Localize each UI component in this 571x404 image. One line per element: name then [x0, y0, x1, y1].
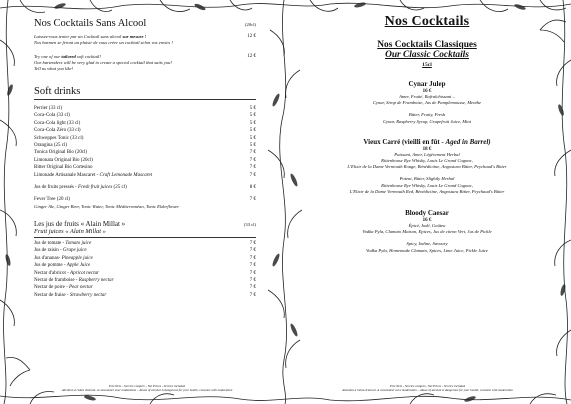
right-footer — [300, 384, 555, 392]
item-name: Jus de raisin - — [34, 248, 63, 254]
item-name: Jus de tomate - — [34, 240, 66, 246]
item-name: Coca-Cola Zéro (33 cl) — [34, 128, 81, 134]
list-item — [34, 255, 256, 262]
item-price: 7 € — [249, 270, 256, 276]
item-name: Fever Tree (20 cl) — [34, 197, 70, 203]
juices-rule — [34, 237, 256, 238]
item-desc: Strawberry nectar — [69, 292, 107, 298]
promo-fr — [34, 34, 256, 46]
item-price: 5 € — [249, 135, 256, 141]
item-price: 7 € — [249, 157, 256, 163]
item-price: 5 € — [249, 106, 256, 111]
cocktail-taste-en: Potent, Bitter, Slightly Herbal — [399, 176, 455, 182]
cocktail-bloody-caesar — [318, 209, 536, 254]
item-price: 7 € — [249, 172, 256, 178]
item-name: Jus de pomme - — [34, 263, 67, 269]
item-price: 7 € — [249, 150, 256, 156]
cocktail-taste-fr: Épicé, Iodé, Goûteu — [408, 223, 446, 229]
item-name: Schweppes Tonic (33 cl) — [34, 135, 84, 141]
list-item — [34, 262, 256, 269]
cocktail-name-special: Aged in Barrel) — [445, 137, 491, 146]
list-item — [34, 284, 256, 291]
item-price: 7 € — [249, 255, 256, 261]
item-desc: Apple Juice — [66, 263, 91, 269]
promo-en — [34, 54, 256, 72]
promo-fr-line2: Nos barmen se feront un plaisir de vous créer un cocktail selon vos envies ! — [34, 40, 173, 45]
soft-drinks-title: Soft drinks — [34, 86, 81, 97]
classic-cocktails-fr: Nos Cocktails Classiques — [377, 40, 477, 50]
cocktail-ingredients-en-2: L'Elixir de la Dame Vermouth Red, Bénédictine, Angostura Bitter, Peychaud's Bitter — [349, 188, 505, 194]
list-item — [34, 149, 256, 156]
item-desc: Apricot nectar — [70, 270, 100, 276]
sans-alcool-header — [34, 18, 256, 29]
list-item — [34, 120, 256, 127]
list-item — [34, 270, 256, 277]
left-footer-line2: Attention à l'abus d'alcool. A consommer avec modération – Abuse of alcohol is dangerous for your health, consume with moderation — [61, 388, 233, 393]
item-price: 7 € — [249, 277, 256, 283]
list-item — [34, 292, 256, 299]
list-item — [34, 172, 256, 179]
cocktail-ingredients-en-1: Rittenhouse Rye Whisky, Louis Le Grand Cognac, — [381, 182, 473, 188]
sans-alcool-title: Nos Cocktails Sans Alcool — [34, 18, 147, 29]
item-name: Coca-Cola light (33 cl) — [34, 120, 81, 126]
item-desc: Grape juice — [62, 248, 87, 254]
item-name: Tonica Original Bio (20cl) — [34, 150, 88, 156]
cocktail-ingredients-fr-1: Rittenhouse Rye Whisky, Louis Le Grand Cognac, — [381, 158, 473, 164]
list-item — [34, 112, 256, 119]
item-price: 5 € — [249, 143, 256, 149]
list-item — [34, 240, 256, 247]
right-footer-line2: Attention à l'abus d'alcool. A consommer avec modération – Abuse of alcohol is dangerous for your health, consume with moderation — [342, 388, 513, 393]
promo-en-line1-a: Try one of our — [34, 54, 62, 59]
list-item — [34, 142, 256, 149]
cocktail-ingredients-fr-2: L'Elixir de la Dame Vermouth Rouge, Bénédictine, Angostura Bitter, Peychaud's Bitter — [347, 164, 507, 170]
item-price: 7 € — [249, 165, 256, 171]
cocktails-title: Nos Cocktails — [384, 14, 470, 29]
item-name: Nectar d'abricot - — [34, 270, 71, 276]
left-panel — [34, 18, 256, 378]
item-desc: Pear nectar — [68, 285, 93, 291]
cocktail-taste-en: Spicy, Iodine, Savoury — [406, 241, 448, 247]
sans-alcool-volume: (20cl) — [245, 22, 256, 27]
item-name: Perrier (33 cl) — [34, 106, 63, 111]
juices-title: Les jus de fruits « Alain Millat » — [34, 219, 126, 228]
classic-cocktails-en: Our Classic Cocktails — [385, 50, 469, 60]
soft-drinks-rule — [34, 99, 256, 100]
left-footer — [22, 384, 272, 392]
cocktail-taste-fr: Amer, Fruité, Rafraîchissant – — [399, 94, 455, 99]
promo-en-line3: Tell us what you like! — [34, 66, 74, 71]
cocktail-ingredients-en: Vodka Pyla, Homemade Clamato, Spices, Lime Juice, Pickle Juice — [366, 247, 488, 253]
list-item — [34, 247, 256, 254]
cocktail-cynar-julep — [318, 80, 536, 125]
item-name: Bitter Original Bio Cortesino — [34, 165, 93, 171]
cocktail-price: 16 € — [422, 89, 432, 94]
item-name: Jus d'ananas- — [34, 255, 62, 261]
promo-en-emphasis: tailored — [61, 54, 76, 59]
promo-fr-line1-a: Laissez-vous tenter par un Cocktail sans alcool — [34, 34, 123, 39]
item-price: 5 € — [249, 120, 256, 126]
item-name: Limonade Artisanale Mascaret - — [34, 172, 100, 178]
cocktail-volume: 15cl — [422, 62, 432, 68]
cocktail-price: 18 € — [422, 146, 432, 152]
cocktail-taste-fr: Puissant, Amer, Légèrement Herbal — [394, 151, 460, 157]
juices-subtitle: Fruit juices « Alain Millat » — [34, 227, 106, 235]
cocktail-price: 16 € — [422, 218, 432, 224]
cocktail-name: Vieux Carré (vieilli en fût - — [363, 137, 446, 146]
item-name: Orangina (25 cl) — [34, 143, 68, 149]
item-size: (25 cl) — [112, 185, 127, 191]
item-price: 7 € — [249, 292, 256, 298]
item-name: Limonata Original Bio (20cl) — [34, 157, 93, 163]
item-price: 7 € — [249, 240, 256, 246]
item-name: Nectar de poire - — [34, 285, 69, 291]
soft-drinks-list — [34, 105, 256, 210]
promo-fr-emphasis: sur mesure ! — [122, 34, 147, 39]
left-footer-line1: Prix Nets – Service compris – Net Prices - Service included — [109, 384, 185, 388]
item-desc: Fresh fruit juices — [78, 185, 113, 191]
list-item — [34, 277, 256, 284]
item-name: Jus de fruits pressés - — [34, 185, 79, 191]
list-item — [34, 164, 256, 171]
item-price: 7 € — [249, 285, 256, 291]
list-item — [34, 135, 256, 142]
item-name: Coca-Cola (33 cl) — [34, 113, 70, 119]
promo-fr-price: 12 € — [247, 34, 256, 39]
promo-en-line2: Our bartenders will be very glad to create a special cocktail that suits you! — [34, 60, 172, 65]
cocktail-name: Cynar Julep — [408, 80, 446, 88]
cocktail-ingredients-en: Cynar, Raspberry Syrup, Grapefruit Juice, Mint — [382, 118, 472, 124]
item-price: 7 € — [249, 263, 256, 269]
item-desc: Pineapple juice — [61, 255, 93, 261]
promo-en-price: 12 € — [247, 54, 256, 59]
list-item — [34, 157, 256, 164]
fever-tree-item — [34, 196, 256, 203]
item-name: Nectar de framboise - — [34, 277, 79, 283]
item-price: 7 € — [249, 197, 256, 203]
item-price: 8 € — [249, 185, 256, 191]
juices-header — [34, 220, 256, 228]
list-item — [34, 105, 256, 112]
cocktail-vieux-carre — [318, 138, 536, 195]
promo-en-line1-c: soft cocktail! — [75, 54, 101, 59]
right-footer-line1: Prix Nets – Service compris– Net Prices - Service included — [389, 384, 466, 388]
item-price: 5 € — [249, 128, 256, 134]
cocktail-name: Bloody Caesar — [405, 209, 449, 218]
fresh-juice-item — [34, 184, 256, 191]
right-panel — [318, 14, 536, 254]
juices-list — [34, 240, 256, 299]
item-desc: Raspberry nectar — [78, 277, 114, 283]
item-price: 5 € — [249, 113, 256, 119]
item-desc: Tomato juice — [65, 240, 92, 246]
item-name: Nectar de fraise - — [34, 292, 70, 298]
cocktail-ingredients-fr: Vodka Pyla, Clamato Maison, Epices, Jus de citron Vert, Jus de Pickle — [362, 229, 492, 235]
list-item — [34, 127, 256, 134]
juices-volume: (33 cl) — [243, 221, 256, 227]
cocktail-ingredients-fr: Cynar, Sirop de Framboise, Jus de Pamplemousse, Menthe — [372, 100, 482, 106]
item-price: 7 € — [249, 248, 256, 254]
fever-tree-desc: Ginger Ale, Ginger Beer, Tonic Water, Tonic Méditerranéan, Tonic Elderflower — [34, 203, 180, 209]
cocktail-taste-en: Bitter, Fruity, Fresh — [408, 112, 446, 118]
item-desc: Craft Lemonade Mascaret — [99, 172, 153, 178]
